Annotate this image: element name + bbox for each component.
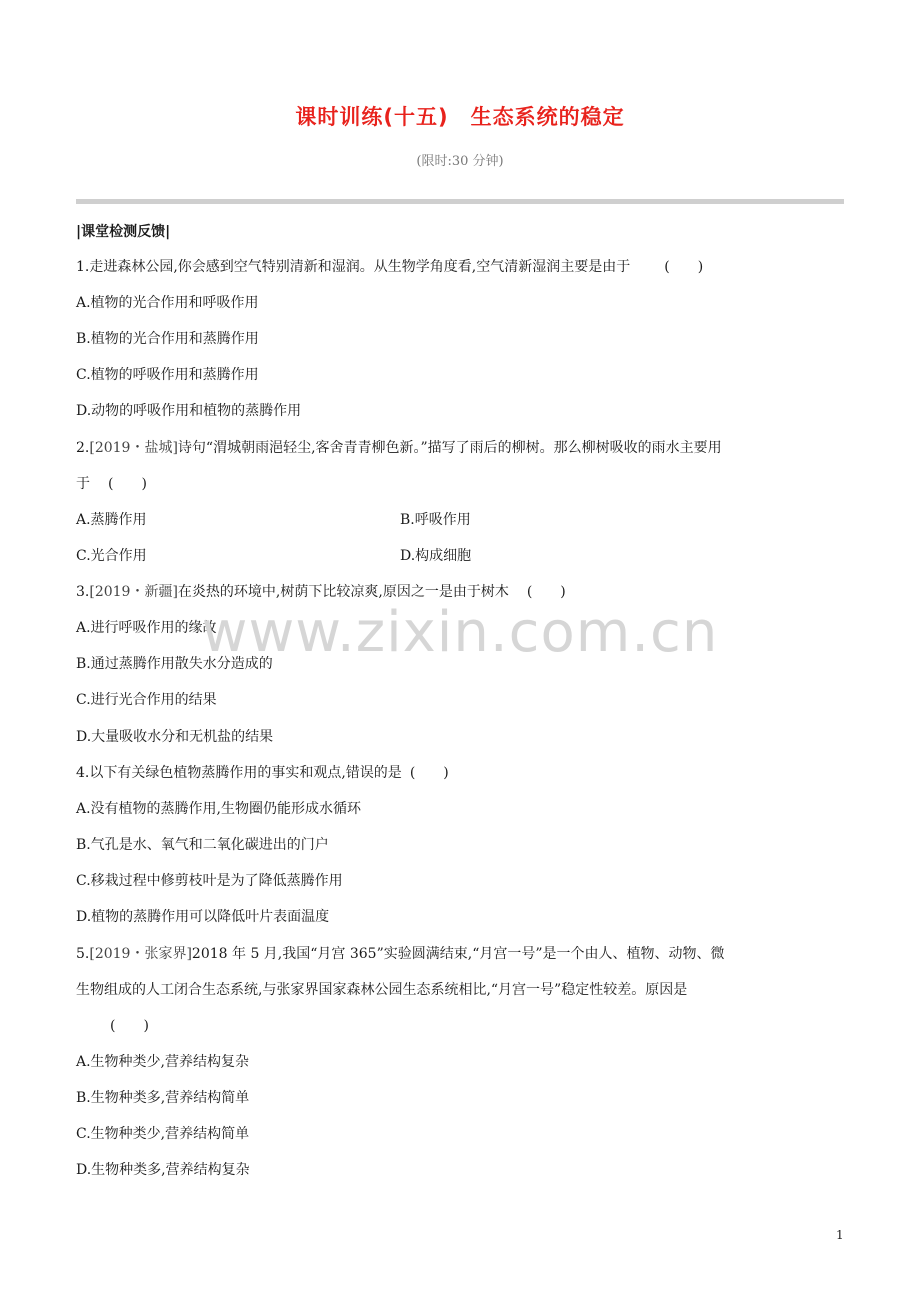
watermark: www.zixin.com.cn [201,600,719,665]
question-number: 5. [76,946,90,962]
question-5-option-d: D.生物种类多,营养结构复杂 [76,1162,250,1178]
question-3-text: 在炎热的环境中,树荫下比较凉爽,原因之一是由于树木 [177,584,509,600]
answer-blank: ( ) [110,1018,149,1034]
question-3-option-a: A.进行呼吸作用的缘故 [76,620,217,636]
question-1-option-d: D.动物的呼吸作用和植物的蒸腾作用 [76,403,302,419]
section-heading: |课堂检测反馈| [76,224,171,240]
source-tag: [2019・新疆] [89,584,178,600]
question-2-text-cont: 于 [76,476,90,492]
question-4-option-c: C.移栽过程中修剪枝叶是为了降低蒸腾作用 [76,873,343,889]
question-5-stem-cont: 生物组成的人工闭合生态系统,与张家界国家森林公园生态系统相比,“月宫一号”稳定性较差。原因是 [76,982,688,998]
time-limit: (限时:30 分钟) [416,154,504,169]
question-2-option-d: D.构成细胞 [400,548,472,564]
question-1-stem [76,257,703,277]
question-2-stem-cont [76,474,147,494]
question-1-text: 1.走进森林公园,你会感到空气特别清新和湿润。从生物学角度看,空气清新湿润主要是由于 [76,259,631,275]
question-2-option-a: A.蒸腾作用 [76,512,147,528]
question-4-option-a: A.没有植物的蒸腾作用,生物圈仍能形成水循环 [76,801,362,817]
question-5-option-b: B.生物种类多,营养结构简单 [76,1090,250,1106]
question-5-option-a: A.生物种类少,营养结构复杂 [76,1054,250,1070]
question-number: 2. [76,440,90,456]
answer-blank: ( ) [108,476,147,492]
question-4-stem [76,763,449,783]
source-tag: [2019・张家界] [89,946,192,962]
answer-blank: ( ) [664,259,704,275]
page-number: 1 [836,1228,844,1242]
question-3-option-c: C.进行光合作用的结果 [76,692,217,708]
question-1-option-a: A.植物的光合作用和呼吸作用 [76,295,259,311]
question-4-text: 4.以下有关绿色植物蒸腾作用的事实和观点,错误的是 [76,765,402,781]
question-3-option-b: B.通过蒸腾作用散失水分造成的 [76,656,273,672]
question-1-option-b: B.植物的光合作用和蒸腾作用 [76,331,259,347]
question-5-text: 2018 年 5 月,我国“月宫 365”实验圆满结束,“月宫一号”是一个由人、植物、动物、微 [191,946,725,962]
answer-blank: ( ) [526,584,566,600]
question-2-option-c: C.光合作用 [76,548,147,564]
question-5-option-c: C.生物种类少,营养结构简单 [76,1126,250,1142]
question-number: 3. [76,584,90,600]
question-2-option-b: B.呼吸作用 [400,512,471,528]
source-tag: [2019・盐城] [89,440,178,456]
header-divider [76,199,844,204]
question-5-stem [76,944,725,964]
question-3-stem [76,582,566,602]
question-4-option-b: B.气孔是水、氧气和二氧化碳进出的门户 [76,837,329,853]
question-1-option-c: C.植物的呼吸作用和蒸腾作用 [76,367,259,383]
page-title: 课时训练(十五) 生态系统的稳定 [295,105,625,129]
question-3-option-d: D.大量吸收水分和无机盐的结果 [76,729,274,745]
question-2-text: 诗句“渭城朝雨浥轻尘,客舍青青柳色新。”描写了雨后的柳树。那么柳树吸收的雨水主要用 [177,440,722,456]
answer-blank: ( ) [409,765,449,781]
question-2-stem [76,438,722,458]
question-4-option-d: D.植物的蒸腾作用可以降低叶片表面温度 [76,909,330,925]
